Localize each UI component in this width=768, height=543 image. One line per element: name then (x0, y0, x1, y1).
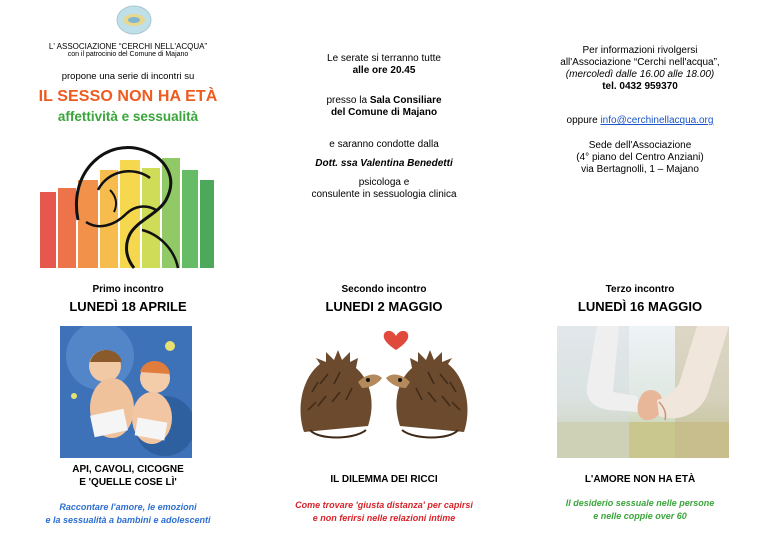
hedgehogs-illustration (296, 322, 472, 448)
info-phone: tel. 0432 959370 (602, 81, 678, 92)
event-1-sub-line1: Raccontare l'amore, le emozioni (59, 502, 197, 512)
conducted-by: e saranno condotte dalla (329, 139, 439, 150)
embracing-couple-illustration (38, 130, 216, 270)
event-3-sub-line2: e nelle coppie over 60 (593, 511, 687, 521)
venue-municipality: del Comune di Majano (330, 107, 438, 118)
event-2-label: Secondo incontro (341, 284, 427, 295)
event-2-sub-line2: e non ferirsi nelle relazioni intime (312, 513, 456, 523)
seat-line1: Sede dell'Associazione (588, 140, 692, 151)
main-subtitle: affettività e sessualità (57, 109, 199, 124)
event-2-date: LUNEDI 2 MAGGIO (325, 299, 443, 314)
hero-illustration (38, 130, 216, 270)
event-2-image (296, 322, 472, 448)
info-hours: (mercoledì dalle 16.00 alle 18.00) (565, 69, 715, 80)
seat-line2: (4° piano del Centro Anziani) (576, 152, 704, 163)
association-logo-icon (0, 0, 256, 40)
intro-text: propone una serie di incontri su (61, 71, 195, 82)
seat-line3: via Bertagnolli, 1 – Majano (581, 164, 699, 175)
venue-name: Sala Consiliare (369, 95, 442, 106)
event-1-image (60, 326, 192, 458)
event-2-topic: IL DILEMMA DEI RICCI (330, 474, 438, 485)
info-line1: Per informazioni rivolgersi (582, 45, 698, 56)
event-2-sub-line1: Come trovare 'giusta distanza' per capirsi (295, 500, 473, 510)
event-3-sub-line1: Il desiderio sessuale nelle persone (565, 498, 715, 508)
info-line2: all'Associazione “Cerchi nell'acqua”, (560, 57, 720, 68)
venue-line (256, 95, 512, 107)
event-3-label: Terzo incontro (605, 284, 675, 295)
event-3-date: LUNEDÌ 16 MAGGIO (577, 299, 703, 314)
speaker-role-line1: psicologa e (358, 177, 410, 188)
event-3-topic: L'AMORE NON HA ETÀ (584, 474, 696, 485)
event-1-topic-line2: E 'QUELLE COSE LÌ' (79, 477, 177, 488)
event-1-topic-line1: API, CAVOLI, CICOGNE (72, 464, 184, 475)
event-1-date: LUNEDÌ 18 APRILE (69, 299, 187, 314)
schedule-time: alle ore 20.45 (352, 65, 416, 76)
heart-icon (384, 331, 409, 350)
speaker-name: Dott. ssa Valentina Benedetti (315, 158, 453, 169)
children-illustration (60, 326, 192, 458)
patronage-text: con il patrocinio del Comune di Majano (67, 51, 189, 58)
schedule-line1: Le serate si terranno tutte (327, 53, 441, 64)
event-1-sub-line2: e la sessualità a bambini e adolescenti (45, 515, 211, 525)
speaker-role-line2: consulente in sessuologia clinica (311, 189, 457, 200)
email-prefix: oppure (566, 115, 598, 126)
event-3-image (557, 326, 729, 458)
event-1-label: Primo incontro (92, 284, 164, 295)
association-name: L' ASSOCIAZIONE “CERCHI NELL'ACQUA” (48, 42, 208, 51)
main-title: IL SESSO NON HA ETÀ (38, 88, 218, 105)
info-email-line (512, 115, 768, 127)
venue-prefix: presso la (326, 95, 368, 106)
email-link[interactable]: info@cerchinellacqua.org (600, 115, 714, 126)
holding-hands-photo (557, 326, 729, 458)
logo (0, 0, 256, 40)
